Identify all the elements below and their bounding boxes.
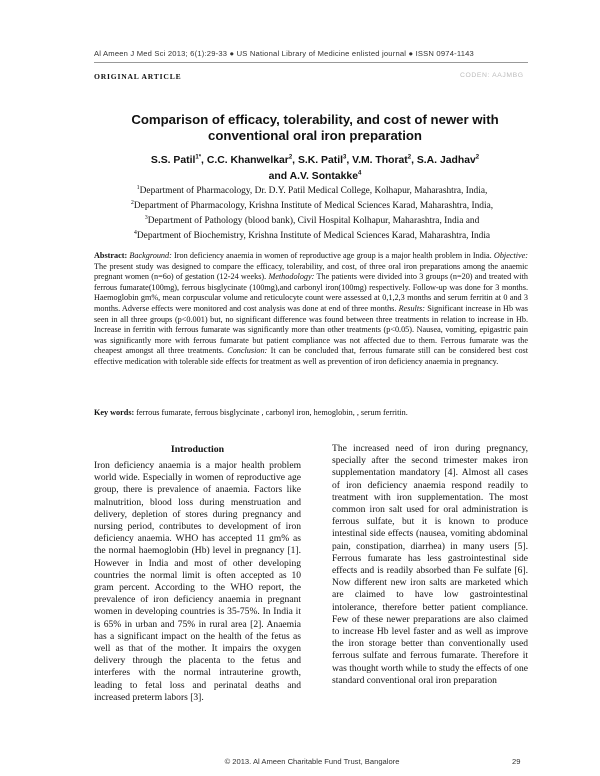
- coden-label: CODEN: AAJMBG: [460, 72, 524, 79]
- author: C.C. Khanwelkar$^2$,: [206, 155, 298, 167]
- author-line-1: [110, 152, 520, 167]
- affiliation: $^3$Department of Pathology (blood bank), Civil Hospital Kolhapur, Maharashtra, India and: [144, 214, 480, 226]
- abstract-label: Abstract:: [94, 251, 128, 260]
- author-list: [110, 152, 520, 183]
- abstract-section-label: Methodology:: [268, 272, 315, 282]
- abstract-section-text: Significant increase in Hb was seen in all three groups (p<0.001) but, no significant difference was found between three treatments in relation to increase in Hb. Increase in ferritin with ferrous fumarate was significantly more than other treatments (p<0.05). Nausea, vomiting, epigastric pain was significantly more with ferrous fumarate but patient compliance was not affected due to them. Ferrous fumarate was the cheapest amongst all three treatments.: [94, 303, 528, 356]
- abstract-section-label: Objective:: [493, 251, 529, 260]
- affiliation: $^2$Department of Pharmacology, Krishna Institute of Medical Sciences Karad, Maharashtra, India,: [130, 199, 494, 212]
- journal-citation-header: Al Ameen J Med Sci 2013; 6(1):29-33 ● US National Library of Medicine enlisted journal ● ISSN 0974-1143: [94, 49, 474, 58]
- affiliation-list: [94, 183, 530, 243]
- affiliation: $^1$Department of Pharmacology, Dr. D.Y. Patil Medical College, Kolhapur, Maharashtra, India,: [136, 185, 488, 197]
- keywords: [94, 408, 528, 419]
- author: V.M. Thorat$^2$,: [352, 155, 417, 167]
- abstract-section-label: Results:: [398, 303, 426, 313]
- author: S.S. Patil$^{1*}$,: [150, 155, 207, 167]
- header-divider: [94, 62, 528, 63]
- abstract-section-text: The patients were divided into 3 groups (n=20) and treated with ferrous fumarate(100mg), ferrous bisglycinate (100mg),and carbonyl iron(100mg) respectively. Follow-up was done for 3 months. Haemoglobin gm%, mean corpuscular volume and reticulocyte count were assessed at 0,1,2,3 months and serum ferritin at 0 and 3 months. Adverse effects were monitored and cost analysis was done at end of three months.: [94, 272, 528, 313]
- keywords-label: Key words:: [94, 408, 135, 417]
- keywords-text: ferrous fumarate, ferrous bisglycinate , carbonyl iron, hemoglobin, , serum ferritin.: [134, 408, 408, 417]
- body-column-left: Iron deficiency anaemia is a major health problem world wide. Especially in women of reproductive age group, there is prevalence of anaemia. Factors like malnutrition, blood loss during menstruation and delivery, depletion of stores during pregnancy and nursing period, contributes to development of iron deficiency anaemia. WHO has accepted 11 gm% as the normal haemoglobin (Hb) level in pregnancy [1]. However in India and most of other developing countries the normal limit is often accepted as 10 gram percent. According to the WHO report, the prevalence of iron deficiency anaemia in pregnant women in developing countries is 35-75%. In India it is 65% in urban and 75% in rural area [2]. Anaemia has a significant impact on the health of the fetus as well as that of the mother. It impairs the oxygen delivery through the placenta to the fetus and interferes with the normal intrauterine growth, leading to fetal loss and perinatal deaths and increased preterm labors [3].: [94, 460, 301, 703]
- paper-title: Comparison of efficacy, tolerability, and cost of newer with conventional oral iron preparation: [131, 112, 499, 143]
- author: and A.V. Sontakke$^4$: [268, 170, 362, 182]
- introduction-heading: Introduction: [170, 444, 225, 455]
- author: S.A. Jadhav$^2$: [416, 155, 480, 167]
- body-column-right: The increased need of iron during pregnancy, specially after the second trimester makes iron supplementation mandatory [4]. Almost all cases of iron deficiency anaemia respond readily to treatment with iron supplementation. The most common iron salt used for oral administration is ferrous sulfate, but it is known to produce intestinal side effects (nausea, vomiting abdominal pain, constipation, diarrhea) in many users [5]. Ferrous fumarate has less gastrointestinal side effects and is readily absorbed than Fe sulfate [6]. Now different new iron salts are marketed which are claimed to have low gastrointestinal intolerance, therefore better patient compliance. Few of these newer preparations are also claimed to increase Hb level faster and as well as improve the iron storage better than conventionally used ferrous sulfate and ferrous fumarate. Therefore it was thought worth while to study the effects of one standard conventional oral iron preparation: [332, 443, 528, 686]
- abstract-section-text: The present study was designed to compare the efficacy, tolerability, and cost, of three oral iron preparations among the anaemic pregnant women (n=6o) of gestation (12-24 weeks).: [94, 261, 528, 282]
- abstract: [94, 251, 528, 368]
- footer-copyright: © 2013. Al Ameen Charitable Fund Trust, Bangalore: [224, 757, 400, 766]
- abstract-section-label: Conclusion:: [227, 346, 268, 356]
- abstract-section-text: Iron deficiency anaemia in women of reproductive age group is a major health problem in India.: [171, 251, 494, 260]
- author-line-2: [110, 167, 520, 182]
- abstract-section-label: Background:: [129, 251, 172, 260]
- abstract-section-text: It can be concluded that, ferrous fumarate still can be considered best cost effective medication with tolerable side effects for treatment as well as prevention of iron deficiency anaemia in pregnancy.: [94, 346, 528, 366]
- affiliation: $^4$Department of Biochemistry, Krishna Institute of Medical Sciences Karad, Maharashtra, India: [133, 229, 491, 241]
- author: S.K. Patil$^3$,: [297, 155, 353, 167]
- page-number: 29: [512, 757, 521, 766]
- article-type-label: ORIGINAL ARTICLE: [94, 72, 182, 81]
